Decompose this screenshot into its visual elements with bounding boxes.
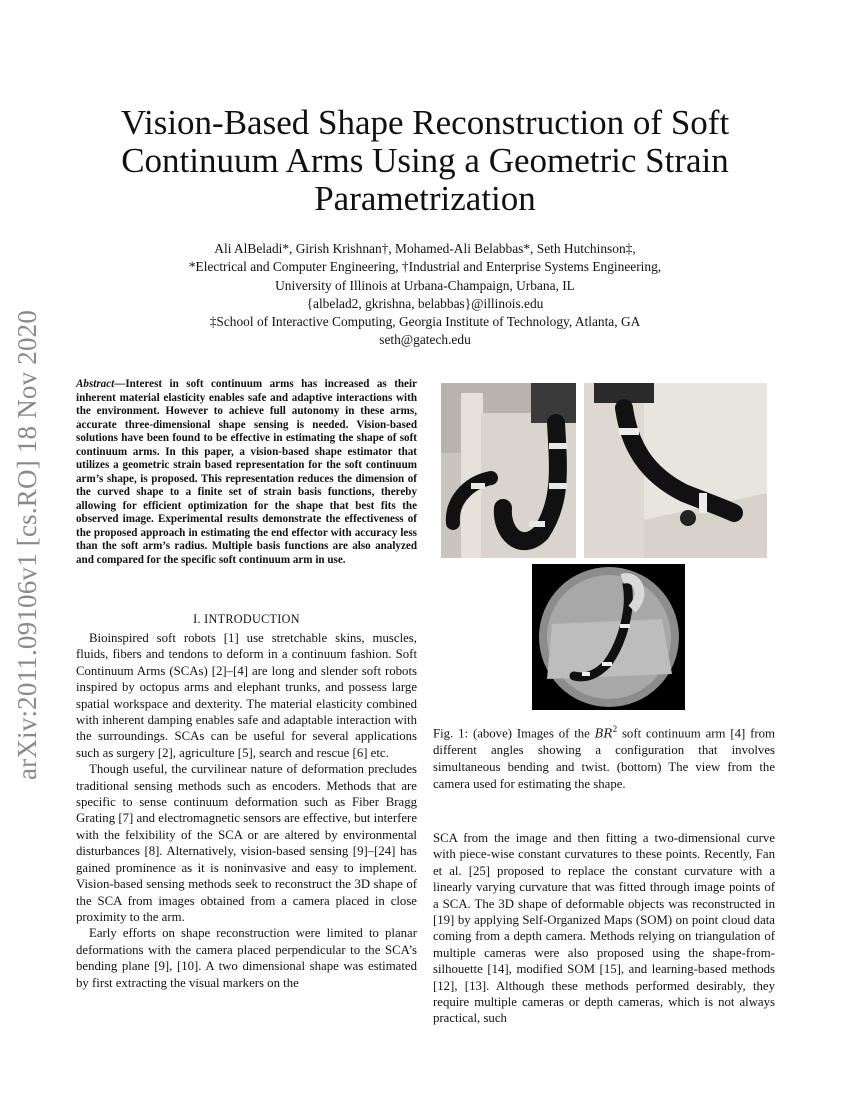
email: {albelad2, gkrishna, belabbas}@illinois.edu <box>306 295 544 311</box>
figure-photo-left <box>441 383 576 558</box>
figure-photo-right <box>584 383 767 558</box>
caption-math: BR <box>594 726 613 741</box>
paragraph: SCA from the image and then fitting a two-dimensional curve with piece-wise constant curvatures to these points. Recently, Fan et al. [25] proposed to replace the constant curvature with a linearly varying curvature that was fitted through image points of a SCA. The 3D shape of deformable objects was reconstructed in [19] by applying Self-Organized Maps (SOM) on point cloud data coming from a depth camera. Methods relying on triangulation of multiple cameras were also proposed using the shape-from-silhouette [14], modified SOM [15], and learning-based methods [12], [13]. Although these methods performed desirably, they require multiple cameras or depth cameras, which is not always practical, such <box>433 831 775 1026</box>
author-block <box>80 240 770 350</box>
affiliation: ‡School of Interactive Computing, Georgia Institute of Technology, Atlanta, GA <box>209 314 641 330</box>
title-line: Vision-Based Shape Reconstruction of Soft <box>120 103 730 142</box>
abstract-lead: Abstract <box>76 378 115 390</box>
caption-sup: 2 <box>612 724 618 734</box>
caption-text: soft continuum arm [4] from different angles showing a configuration that involves simultaneous bending and twist. (bottom) The view from the camera used for estimating the shape. <box>433 726 776 791</box>
section-heading: I. INTRODUCTION <box>193 612 300 626</box>
right-column-text <box>433 830 775 1027</box>
arxiv-stamp <box>12 288 52 780</box>
title-line: Continuum Arms Using a Geometric Strain <box>121 141 729 180</box>
paragraph: Early efforts on shape reconstruction were limited to planar deformations with the camera placed perpendicular to the SCA’s bending plane [9], [10]. A two dimensional shape was estimated by first extracting the visual markers on the <box>76 926 417 990</box>
intro-text <box>76 630 417 991</box>
arxiv-stamp-text: arXiv:2011.09106v1 [cs.RO] 18 Nov 2020 <box>12 309 42 780</box>
abstract <box>76 378 417 567</box>
figure-caption <box>433 721 775 792</box>
paper-title <box>100 104 750 218</box>
paragraph: Bioinspired soft robots [1] use stretchable skins, muscles, fluids, fibers and tendons to deform in a continuum fashion. Soft Continuum Arms (SCAs) [2]–[4] are long and slender soft robots inspired by octopus arms and elephant trunks, and possess large spatial workspace and dexterity. The material elasticity combined with inherent damping enables safe and adaptable interaction with the surroundings. SCAs can be useful for several applications such as surgery [2], agriculture [5], search and rescue [6] etc. <box>76 631 417 760</box>
abstract-text: —Interest in soft continuum arms has increased as their inherent material elasticity enables safe and adaptive interactions with the environment. However to achieve full autonomy in these arms, accurate three-dimensional shape sensing is needed. Vision-based solutions have been found to be effective in estimating the shape of soft continuum arms. In this paper, a vision-based shape estimator that utilizes a geometric strain based representation for the soft continuum arm’s shape, is proposed. This representation reduces the dimension of the curved shape to a finite set of strain basis functions, thereby allowing for efficient optimization for the shape that best fits the observed image. Experimental results demonstrate the effectiveness of the proposed approach in estimating the end effector with accuracy less than the soft arm’s radius. Multiple basis functions are also analyzed and compared for the specific soft continuum arm in use. <box>76 378 417 566</box>
email: seth@gatech.edu <box>379 332 471 348</box>
author-names: Ali AlBeladi*, Girish Krishnan†, Mohamed-Ali Belabbas*, Seth Hutchinson‡, <box>214 241 636 256</box>
affiliation: University of Illinois at Urbana-Champaign, Urbana, IL <box>275 277 575 293</box>
caption-text: Fig. 1: (above) Images of the <box>433 726 595 741</box>
paragraph: Though useful, the curvilinear nature of deformation precludes traditional sensing methods such as encoders. Methods that are specific to sense continuum deformation such as Fiber Bragg Grating [7] and electromagnetic sensors are effective, but interfere with the felxibility of the SCA or are altered by environmental disturbances [8]. Alternatively, vision-based sensing [9]–[24] has gained prominence as it is noninvasive and easy to implement. Vision-based sensing methods seek to reconstruct the 3D shape of the SCA from images obtained from a camera placed in close proximity to the arm. <box>76 762 417 924</box>
figure-photo-camera-view <box>532 564 685 710</box>
title-line: Parametrization <box>314 179 536 218</box>
affiliation: *Electrical and Computer Engineering, †Industrial and Enterprise Systems Engineering, <box>188 259 662 275</box>
